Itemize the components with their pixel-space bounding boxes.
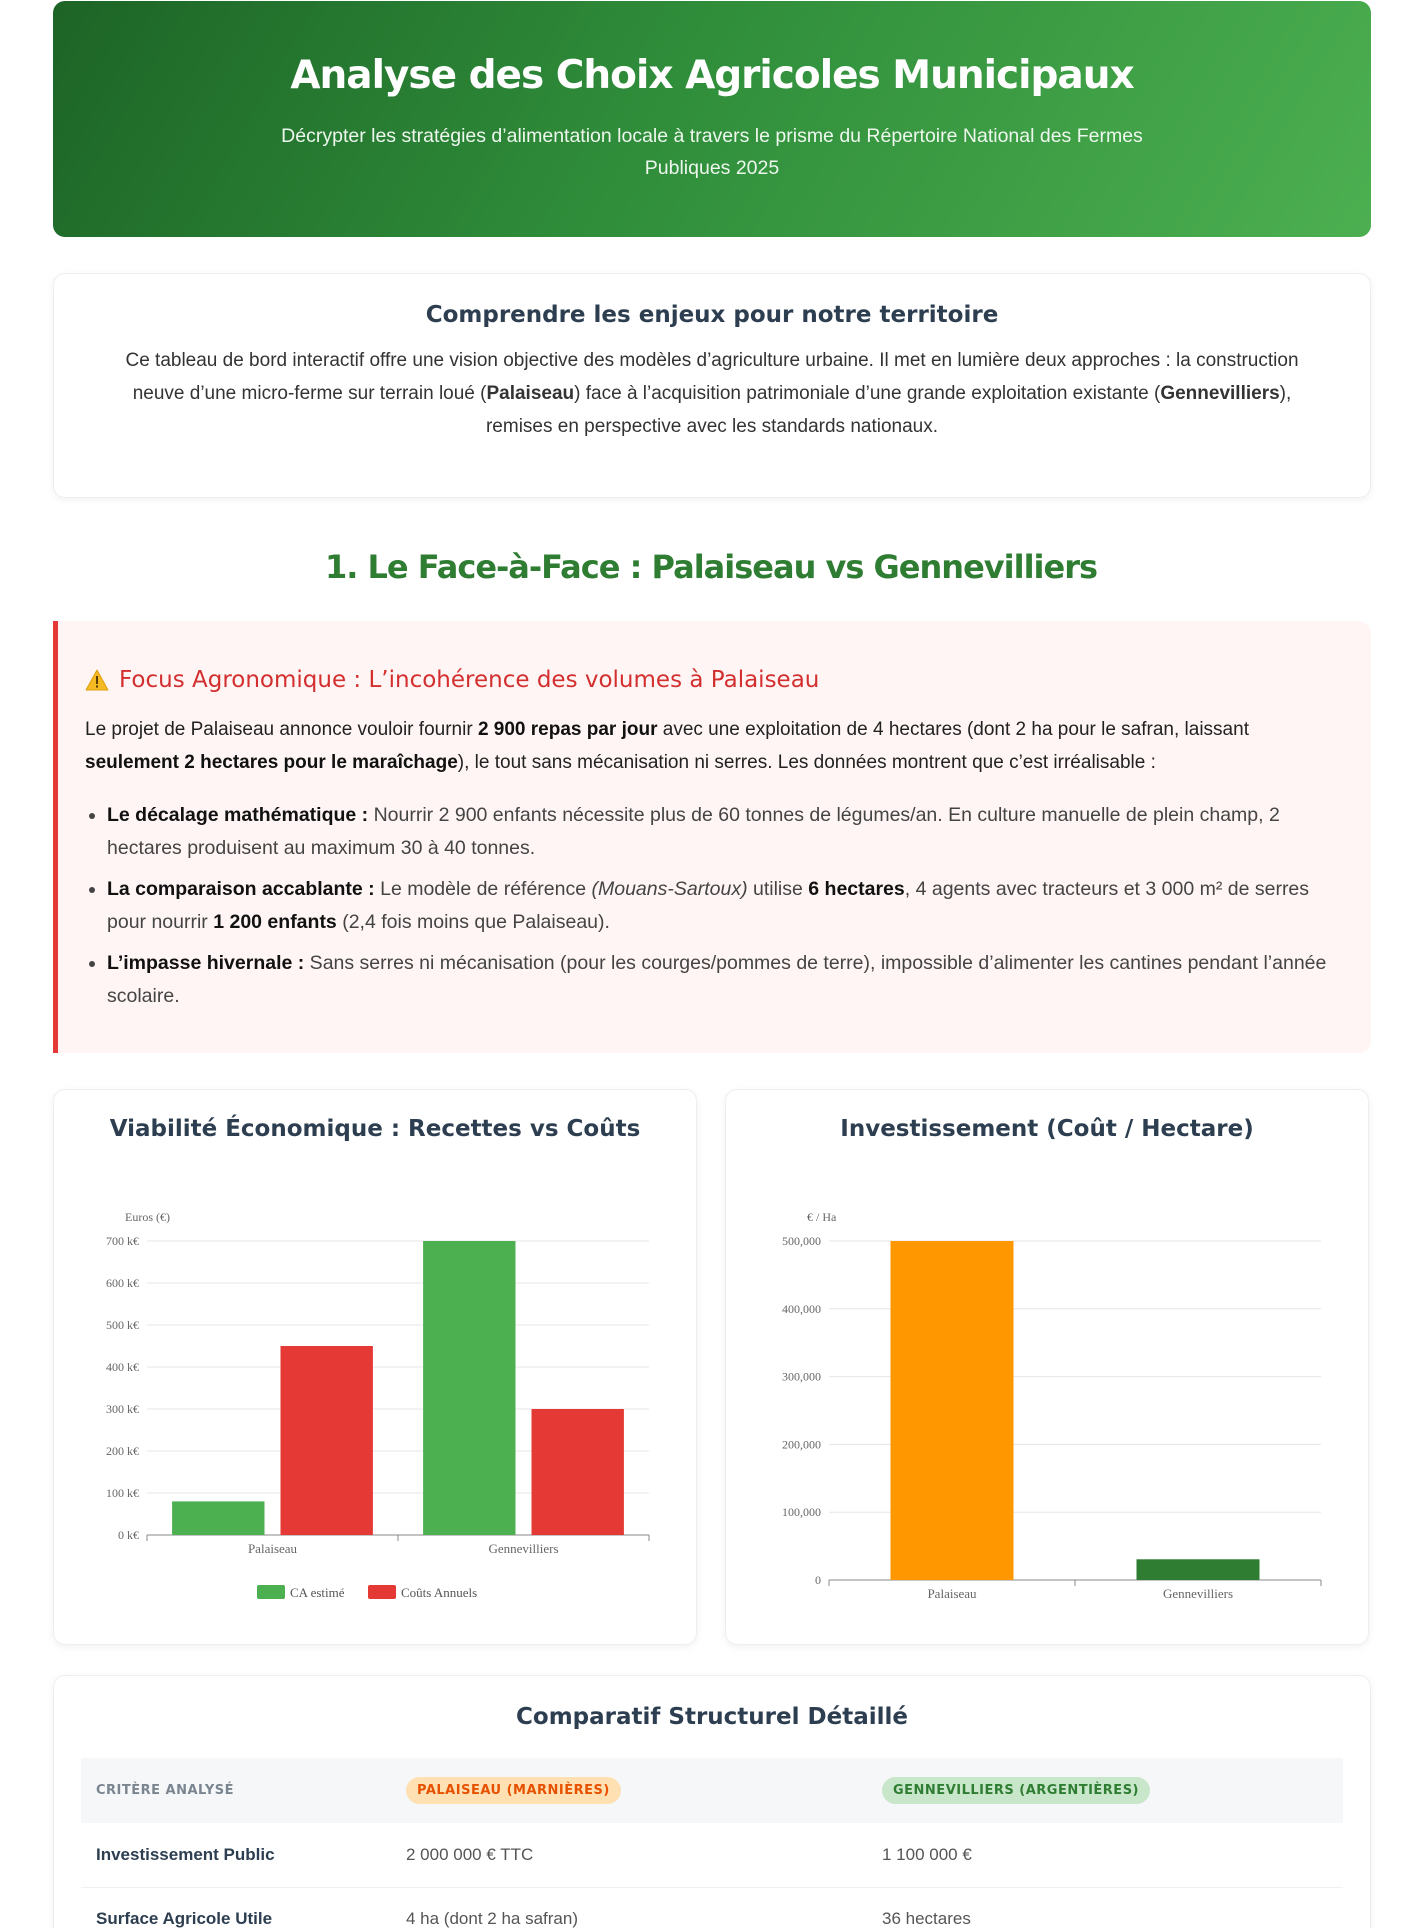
- bullet-label: Le décalage mathématique :: [107, 804, 369, 826]
- alert-lead: [85, 713, 1331, 779]
- section-title: 1. Le Face-à-Face : Palaiseau vs Gennevilliers: [324, 548, 1098, 586]
- bar-gennevilliers: [1137, 1559, 1260, 1580]
- legend-label: Coûts Annuels: [401, 1585, 478, 1600]
- chart-card-investissement: [725, 1089, 1369, 1645]
- hero-banner: [53, 1, 1371, 237]
- alert-title: [85, 667, 1331, 693]
- legend-label: CA estimé: [290, 1585, 345, 1600]
- y-tick-label: 500 k€: [106, 1318, 139, 1332]
- page-title: Analyse des Choix Agricoles Municipaux: [290, 53, 1134, 98]
- bar-ca-estim--gennevilliers: [423, 1241, 515, 1535]
- warning-icon: [85, 669, 109, 691]
- bullet-bold: 6 hectares: [808, 878, 905, 900]
- alert-lead-c: avec une exploitation de 4 hectares (dont 2 ha pour le safran, laissant: [657, 719, 1249, 740]
- y-tick-label: 0: [815, 1573, 821, 1587]
- alert-title-text: Focus Agronomique : L’incohérence des volumes à Palaiseau: [119, 667, 820, 693]
- y-tick-label: 400 k€: [106, 1360, 139, 1374]
- y-tick-label: 200,000: [782, 1437, 821, 1452]
- header-palaiseau: [391, 1758, 867, 1823]
- y-tick-label: 500,000: [782, 1234, 821, 1248]
- y-tick-label: 100,000: [782, 1505, 821, 1520]
- y-tick-label: 300,000: [782, 1369, 821, 1384]
- bullet-text: (2,4 fois moins que Palaiseau).: [336, 911, 610, 933]
- chart-title: Viabilité Économique : Recettes vs Coûts: [109, 1116, 641, 1142]
- list-item: [107, 947, 1331, 1013]
- investissement-chart: [726, 1090, 1370, 1646]
- intro-text-a: Ce tableau de bord interactif offre une vision objective des modèles d’agriculture urbaine. Il met en lumière deux approches : la construction neuve d’une micro-ferme sur terrain loué (: [125, 350, 1299, 404]
- bullet-text: Nourrir 2 900 enfants nécessite plus de 60 tonnes de légumes/an. En culture manuelle de plein champ, 2 hectares produisent au maximum 30 à 40 tonnes.: [107, 804, 1280, 859]
- bullet-label: L’impasse hivernale :: [107, 952, 305, 974]
- intro-title: Comprendre les enjeux pour notre territoire: [425, 302, 999, 328]
- y-tick-label: 300 k€: [106, 1402, 139, 1416]
- bullet-text: utilise: [747, 878, 809, 900]
- x-tick-label: Palaiseau: [247, 1541, 298, 1556]
- list-item: [107, 799, 1331, 865]
- y-tick-label: 200 k€: [106, 1444, 139, 1458]
- y-tick-label: 700 k€: [106, 1234, 139, 1248]
- y-tick-label: 400,000: [782, 1301, 821, 1316]
- table-header-row: [81, 1758, 1343, 1823]
- y-axis-label: Euros (€): [125, 1210, 170, 1224]
- table-title: Comparatif Structurel Détaillé: [516, 1704, 908, 1730]
- table-cell: 2 000 000 € TTC: [391, 1823, 867, 1887]
- alert-lead-bold-repas: 2 900 repas par jour: [477, 719, 658, 740]
- list-item: [107, 873, 1331, 939]
- comparison-table: [81, 1758, 1343, 1928]
- x-tick-label: Palaiseau: [927, 1586, 977, 1601]
- bar-co-ts-annuels-palaiseau: [281, 1346, 373, 1535]
- alert-list: [85, 799, 1331, 1013]
- table-row: [81, 1887, 1343, 1928]
- chart-card-viabilite: [53, 1089, 697, 1645]
- table-cell: Investissement Public: [81, 1823, 391, 1887]
- y-tick-label: 100 k€: [106, 1486, 139, 1500]
- intro-bold-palaiseau: Palaiseau: [486, 383, 575, 404]
- bar-co-ts-annuels-gennevilliers: [532, 1409, 624, 1535]
- intro-text-c: ), remises en perspective avec les standards nationaux.: [485, 383, 1292, 437]
- alert-lead-bold-maraichage: seulement 2 hectares pour le maraîchage: [85, 752, 458, 773]
- comparison-table-card: [53, 1675, 1371, 1928]
- header-gennevilliers: [867, 1758, 1343, 1823]
- intro-bold-gennevilliers: Gennevilliers: [1160, 383, 1280, 404]
- header-critere: CRITÈRE ANALYSÉ: [81, 1758, 391, 1823]
- bullet-text: Sans serres ni mécanisation (pour les courges/pommes de terre), impossible d’alimenter les cantines pendant l’année scolaire.: [107, 952, 1327, 1007]
- bullet-text: Le modèle de référence: [374, 878, 592, 900]
- table-cell: 1 100 000 €: [867, 1823, 1343, 1887]
- bar-palaiseau: [891, 1241, 1014, 1580]
- agronomic-alert: [53, 621, 1371, 1053]
- table-row: [81, 1823, 1343, 1887]
- alert-lead-a: Le projet de Palaiseau annonce vouloir fournir: [85, 719, 478, 740]
- legend-swatch: [257, 1585, 285, 1599]
- chart-title: Investissement (Coût / Hectare): [840, 1116, 1254, 1142]
- intro-card: [53, 273, 1371, 498]
- intro-text: [97, 344, 1327, 443]
- bullet-italic: (Mouans-Sartoux): [591, 878, 748, 900]
- alert-lead-d: ), le tout sans mécanisation ni serres. Les données montrent que c’est irréalisable :: [457, 752, 1156, 773]
- bullet-label: La comparaison accablante :: [107, 878, 375, 900]
- gennevilliers-badge: GENNEVILLIERS (ARGENTIÈRES): [882, 1777, 1150, 1804]
- table-cell: 4 ha (dont 2 ha safran): [391, 1887, 867, 1928]
- bar-ca-estim--palaiseau: [172, 1501, 264, 1535]
- table-cell: Surface Agricole Utile: [81, 1887, 391, 1928]
- viabilite-chart: [54, 1090, 698, 1646]
- table-cell: 36 hectares: [867, 1887, 1343, 1928]
- y-tick-label: 0 k€: [118, 1528, 139, 1542]
- palaiseau-badge: PALAISEAU (MARNIÈRES): [406, 1777, 621, 1804]
- x-tick-label: Gennevilliers: [488, 1541, 559, 1556]
- bullet-bold: 1 200 enfants: [213, 911, 337, 933]
- intro-text-b: ) face à l’acquisition patrimoniale d’une grande exploitation existante (: [574, 383, 1161, 404]
- legend-swatch: [368, 1585, 396, 1599]
- page-subtitle: Décrypter les stratégies d’alimentation locale à travers le prisme du Répertoire National des Fermes Publiques 2025: [281, 125, 1143, 179]
- bullet-text: , 4 agents avec tracteurs et 3 000 m² de serres pour nourrir: [107, 878, 1310, 933]
- y-tick-label: 600 k€: [106, 1276, 139, 1290]
- x-tick-label: Gennevilliers: [1162, 1586, 1234, 1601]
- y-axis-label: € / Ha: [807, 1210, 837, 1224]
